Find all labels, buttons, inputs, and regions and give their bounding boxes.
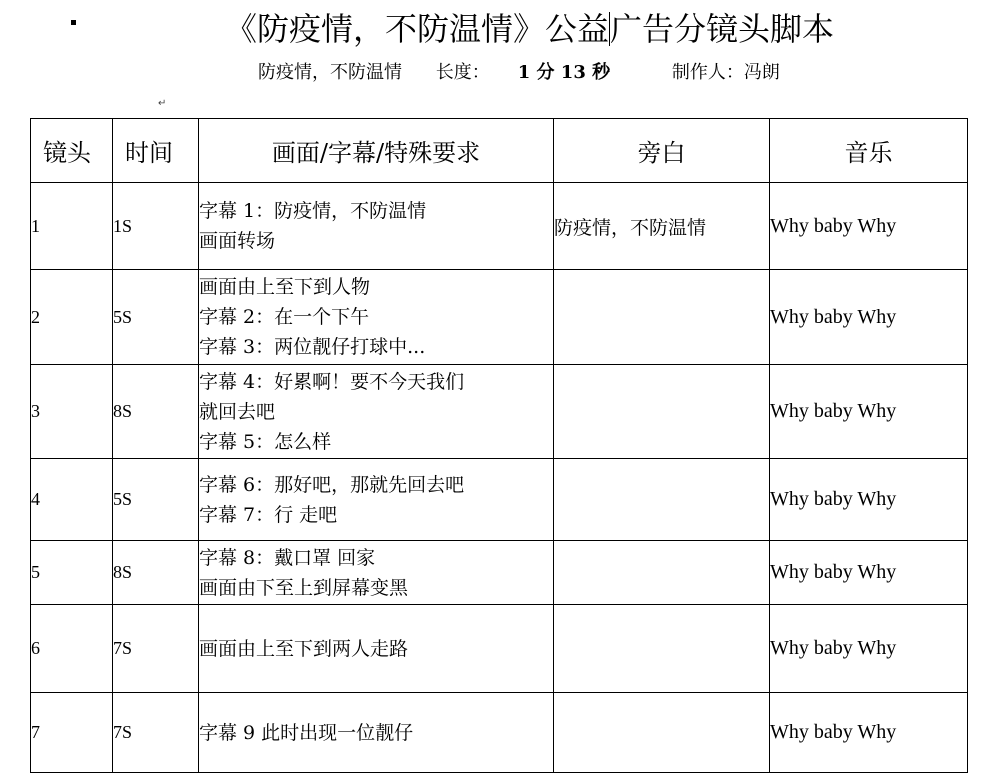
cell-scene[interactable] <box>199 365 554 459</box>
cell-shot[interactable]: 1 <box>31 183 113 270</box>
cell-scene[interactable] <box>199 605 554 693</box>
scene-line: 画面由上至下到人物 <box>199 276 371 298</box>
table-row <box>31 365 968 459</box>
list-bullet <box>71 20 76 25</box>
scene-line: 画面由上至下到两人走路 <box>199 637 409 660</box>
table-row <box>31 541 968 605</box>
subtitle-length-label: 长度： <box>435 62 490 83</box>
cell-music[interactable]: Why baby Why <box>770 541 968 605</box>
table-row <box>31 459 968 541</box>
table-header-row <box>31 119 968 183</box>
table-row <box>31 183 968 270</box>
header-music[interactable]: 音乐 <box>770 119 968 183</box>
cell-time[interactable]: 5S <box>113 270 199 365</box>
cell-time[interactable]: 5S <box>113 459 199 541</box>
scene-line: 字幕 2：在一个下午 <box>199 306 370 328</box>
subtitle-length <box>436 62 638 83</box>
scene-line: 字幕 1：防疫情，不防温情 <box>199 200 427 222</box>
cell-shot[interactable]: 3 <box>31 365 113 459</box>
cell-narration[interactable] <box>554 541 770 605</box>
scene-line: 字幕 6：那好吧，那就先回去吧 <box>199 473 465 496</box>
scene-line: 字幕 7：行 走吧 <box>199 503 338 526</box>
cell-music[interactable]: Why baby Why <box>770 605 968 693</box>
cell-music[interactable]: Why baby Why <box>770 270 968 365</box>
cell-narration[interactable] <box>554 605 770 693</box>
cell-music[interactable]: Why baby Why <box>770 365 968 459</box>
cell-time[interactable]: 7S <box>113 605 199 693</box>
cell-narration[interactable] <box>554 459 770 541</box>
subtitle-author: 制作人：冯朗 <box>671 62 780 83</box>
cell-narration[interactable] <box>554 693 770 773</box>
header-time[interactable]: 时间 <box>113 119 199 183</box>
title-text-before-cursor: 《防疫情，不防温情》公益 <box>225 10 610 48</box>
scene-line: 字幕 5：怎么样 <box>199 430 332 453</box>
title-text-after-cursor: 广告分镜头脚本 <box>610 10 835 48</box>
cell-music[interactable]: Why baby Why <box>770 693 968 773</box>
cell-narration[interactable] <box>554 365 770 459</box>
cell-time[interactable]: 8S <box>113 365 199 459</box>
cell-shot[interactable]: 4 <box>31 459 113 541</box>
cell-narration[interactable] <box>554 270 770 365</box>
scene-line: 字幕 8：戴口罩 回家 <box>199 546 376 569</box>
header-narration[interactable]: 旁白 <box>554 119 770 183</box>
cell-narration[interactable]: 防疫情，不防温情 <box>554 183 770 270</box>
cell-time[interactable]: 8S <box>113 541 199 605</box>
header-shot[interactable]: 镜头 <box>31 119 113 183</box>
cell-music[interactable]: Why baby Why <box>770 183 968 270</box>
cell-scene[interactable] <box>199 270 554 365</box>
subtitle-length-value: 1 分 13 秒 <box>517 62 611 83</box>
cell-shot[interactable]: 7 <box>31 693 113 773</box>
subtitle-name: 防疫情，不防温情 <box>258 62 402 83</box>
header-scene[interactable]: 画面/字幕/特殊要求 <box>199 119 554 183</box>
paragraph-mark-icon: ↵ <box>158 98 167 109</box>
storyboard-table <box>30 118 968 773</box>
document-subtitle <box>258 58 808 84</box>
cell-time[interactable]: 1S <box>113 183 199 270</box>
table-row <box>31 693 968 773</box>
cell-scene[interactable] <box>199 541 554 605</box>
scene-line: 字幕 4：好累啊！要不今天我们 <box>199 370 465 393</box>
cell-shot[interactable]: 6 <box>31 605 113 693</box>
cell-scene[interactable] <box>199 459 554 541</box>
scene-line: 画面转场 <box>199 230 276 252</box>
table-row <box>31 270 968 365</box>
cell-scene[interactable] <box>199 693 554 773</box>
scene-line: 字幕 3：两位靓仔打球中... <box>199 336 426 358</box>
table-row <box>31 605 968 693</box>
scene-line: 画面由下至上到屏幕变黑 <box>199 576 409 599</box>
scene-line: 字幕 9 此时出现一位靓仔 <box>199 721 414 744</box>
cell-shot[interactable]: 2 <box>31 270 113 365</box>
cell-time[interactable]: 7S <box>113 693 199 773</box>
cell-shot[interactable]: 5 <box>31 541 113 605</box>
scene-line: 就回去吧 <box>199 400 276 423</box>
cell-scene[interactable] <box>199 183 554 270</box>
cell-music[interactable]: Why baby Why <box>770 459 968 541</box>
document-title[interactable] <box>225 4 834 50</box>
